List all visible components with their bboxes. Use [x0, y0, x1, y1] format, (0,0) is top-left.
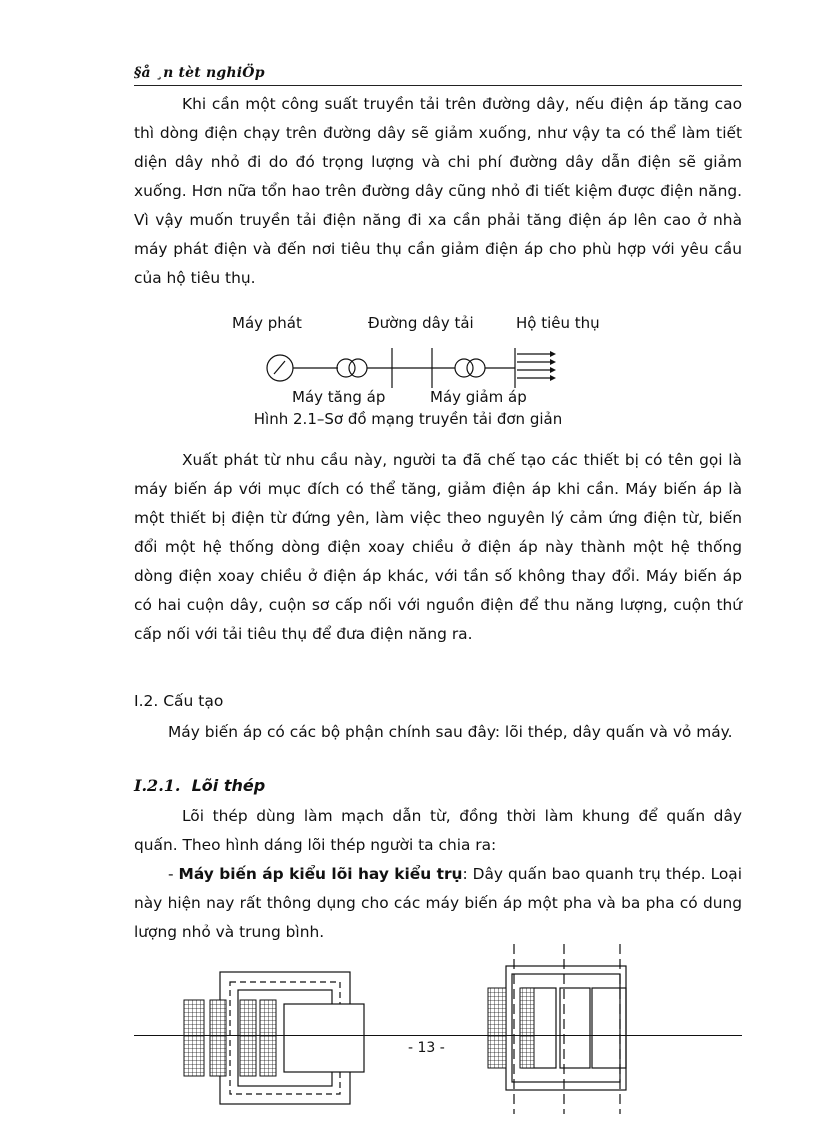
paragraph-core-text: Lõi thép dùng làm mạch dẫn từ, đồng thời làm khung để quấn dây quấn. Theo hình dáng lõi thép người ta chia ra: — [134, 807, 742, 854]
subsection-title: Lõi thép — [191, 776, 266, 795]
core-type-transformer-drawing — [180, 968, 370, 1108]
subsection-heading — [134, 776, 265, 795]
bullet-dash: - — [168, 865, 179, 883]
subsection-number: I.2.1. — [134, 776, 181, 795]
generator-icon — [267, 355, 293, 381]
label-consumer: Hộ tiêu thụ — [516, 314, 600, 332]
paragraph-core-type — [134, 860, 742, 947]
footer-rule — [134, 1035, 742, 1036]
transmission-diagram — [250, 340, 570, 390]
page-header — [134, 63, 742, 86]
paragraph-core — [134, 802, 742, 860]
paragraph-purpose: Xuất phát từ nhu cầu này, người ta đã chế tạo các thiết bị có tên gọi là máy biến áp với mục đích có thể tăng, giảm điện áp khi cần. Máy biến áp là một thiết bị điện từ đứng yên, làm việc theo nguyên lý cảm ứng điện từ, biến đổi một hệ thống dòng điện xoay chiều ở điện áp này thành một hệ thống dòng điện xoay chiều ở điện áp khác, với tần số không thay đổi. Máy biến áp có hai cuộn dây, cuộn sơ cấp nối với nguồn điện để thu năng lượng, cuộn thứ cấp nối với tải tiêu thụ để đưa điện năng ra. — [134, 451, 742, 643]
header-title: §å ¸n tèt nghiÖp — [134, 65, 265, 81]
paragraph-components: Máy biến áp có các bộ phận chính sau đây: lõi thép, dây quấn và vỏ máy. — [168, 723, 733, 741]
label-transmission-line: Đường dây tải — [368, 314, 474, 332]
figure-caption: Hình 2.1–Sơ đồ mạng truyền tải đơn giản — [253, 410, 563, 428]
section-heading: I.2. Cấu tạo — [134, 692, 224, 710]
label-generator: Máy phát — [232, 314, 302, 332]
label-step-down-transformer: Máy giảm áp — [430, 388, 527, 406]
shell-type-transformer-drawing — [486, 944, 646, 1114]
paragraph-intro: Khi cần một công suất truyền tải trên đường dây, nếu điện áp tăng cao thì dòng điện chạy trên đường dây sẽ giảm xuống, như vậy ta có thể làm tiết diện dây nhỏ đi do đó trọng lượng và chi phí đường dây dẫn điện sẽ giảm xuống. Hơn nữa tổn hao trên đường dây cũng nhỏ đi tiết kiệm được điện năng. Vì vậy muốn truyền tải điện năng đi xa cần phải tăng điện áp lên cao ở nhà máy phát điện và đến nơi tiêu thụ cần giảm điện áp cho phù hợp với yêu cầu của hộ tiêu thụ. — [134, 95, 742, 287]
page-number: - 13 - — [408, 1040, 445, 1056]
core-type-term: Máy biến áp kiểu lõi hay kiểu trụ — [178, 865, 463, 883]
label-step-up-transformer: Máy tăng áp — [292, 388, 386, 406]
core-type-description: : Dây quấn bao quanh trụ thép. Loại này hiện nay rất thông dụng cho các máy biến áp một pha và ba pha có dung lượng nhỏ và trung bình. — [134, 865, 742, 941]
